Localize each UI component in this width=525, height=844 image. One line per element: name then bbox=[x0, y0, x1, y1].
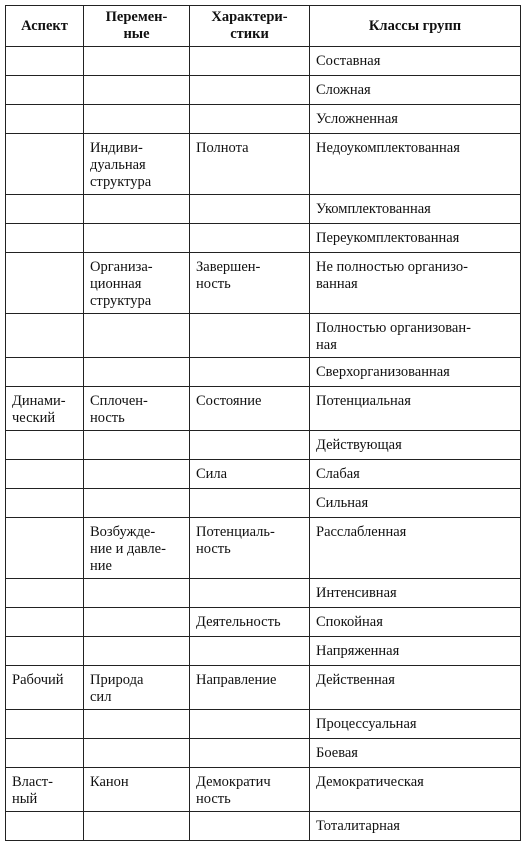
characteristic-cell-text: Завершен- ность bbox=[196, 259, 261, 292]
variable-cell bbox=[84, 579, 190, 608]
characteristic-cell bbox=[190, 431, 310, 460]
group-class-cell-text: Усложненная bbox=[316, 111, 398, 127]
aspect-cell bbox=[6, 666, 84, 710]
group-class-cell-text: Полностью организован- ная bbox=[316, 320, 471, 353]
variable-cell bbox=[84, 105, 190, 134]
group-class-cell-text: Сверхорганизованная bbox=[316, 364, 450, 380]
group-class-cell bbox=[310, 431, 521, 460]
variable-cell bbox=[84, 195, 190, 224]
variable-cell bbox=[84, 358, 190, 387]
aspect-cell bbox=[6, 195, 84, 224]
group-class-cell bbox=[310, 253, 521, 314]
characteristic-cell bbox=[190, 253, 310, 314]
characteristic-cell-text: Направление bbox=[196, 672, 277, 688]
variable-cell bbox=[84, 812, 190, 841]
table-row bbox=[6, 431, 521, 460]
header-group-classes: Классы групп bbox=[310, 6, 521, 47]
characteristic-cell bbox=[190, 76, 310, 105]
aspect-cell bbox=[6, 431, 84, 460]
group-class-cell bbox=[310, 666, 521, 710]
variable-cell-text: Природа сил bbox=[90, 672, 144, 705]
group-class-cell bbox=[310, 387, 521, 431]
group-class-cell-text: Составная bbox=[316, 53, 381, 69]
header-characteristics: Характери- стики bbox=[190, 6, 310, 47]
group-class-cell-text: Процессуальная bbox=[316, 716, 417, 732]
characteristic-cell bbox=[190, 460, 310, 489]
table-row bbox=[6, 710, 521, 739]
characteristic-cell bbox=[190, 710, 310, 739]
group-class-cell bbox=[310, 768, 521, 812]
variable-cell bbox=[84, 768, 190, 812]
variable-cell-text: Индиви- дуальная структура bbox=[90, 140, 152, 190]
group-class-cell bbox=[310, 608, 521, 637]
characteristic-cell bbox=[190, 518, 310, 579]
variable-cell bbox=[84, 134, 190, 195]
group-class-cell bbox=[310, 358, 521, 387]
aspect-cell bbox=[6, 76, 84, 105]
group-class-cell-text: Спокойная bbox=[316, 614, 383, 630]
characteristic-cell bbox=[190, 608, 310, 637]
table-row bbox=[6, 637, 521, 666]
characteristic-cell bbox=[190, 489, 310, 518]
table-row bbox=[6, 105, 521, 134]
group-class-cell-text: Переукомплектованная bbox=[316, 230, 460, 246]
table-row bbox=[6, 387, 521, 431]
characteristic-cell bbox=[190, 666, 310, 710]
characteristic-cell bbox=[190, 314, 310, 358]
characteristic-cell bbox=[190, 637, 310, 666]
table-row bbox=[6, 195, 521, 224]
aspect-cell bbox=[6, 387, 84, 431]
characteristic-cell bbox=[190, 812, 310, 841]
table-row bbox=[6, 460, 521, 489]
variable-cell bbox=[84, 739, 190, 768]
aspect-cell bbox=[6, 608, 84, 637]
group-class-cell-text: Интенсивная bbox=[316, 585, 397, 601]
aspect-cell bbox=[6, 358, 84, 387]
group-class-cell bbox=[310, 739, 521, 768]
group-class-cell-text: Расслабленная bbox=[316, 524, 407, 540]
table-body bbox=[6, 47, 521, 841]
characteristic-cell-text: Потенциаль- ность bbox=[196, 524, 275, 557]
characteristic-cell bbox=[190, 739, 310, 768]
group-class-cell-text: Действенная bbox=[316, 672, 395, 688]
characteristic-cell-text: Демократич ность bbox=[196, 774, 271, 807]
aspect-cell-text: Динами- ческий bbox=[12, 393, 66, 426]
header-variables: Перемен- ные bbox=[84, 6, 190, 47]
table-row bbox=[6, 224, 521, 253]
group-class-cell-text: Боевая bbox=[316, 745, 358, 761]
aspect-cell-text: Власт- ный bbox=[12, 774, 53, 807]
group-class-cell bbox=[310, 812, 521, 841]
variable-cell bbox=[84, 666, 190, 710]
variable-cell bbox=[84, 431, 190, 460]
aspect-cell-text: Рабочий bbox=[12, 672, 64, 688]
table-row bbox=[6, 358, 521, 387]
table-row bbox=[6, 666, 521, 710]
table-row bbox=[6, 812, 521, 841]
group-class-cell-text: Сложная bbox=[316, 82, 371, 98]
group-class-cell-text: Не полностью организо- ванная bbox=[316, 259, 468, 292]
characteristic-cell bbox=[190, 224, 310, 253]
characteristic-cell bbox=[190, 105, 310, 134]
variable-cell bbox=[84, 460, 190, 489]
variable-cell bbox=[84, 518, 190, 579]
variable-cell bbox=[84, 47, 190, 76]
characteristic-cell bbox=[190, 358, 310, 387]
aspect-cell bbox=[6, 253, 84, 314]
aspect-cell bbox=[6, 637, 84, 666]
characteristic-cell bbox=[190, 134, 310, 195]
table-row bbox=[6, 253, 521, 314]
variable-cell bbox=[84, 253, 190, 314]
table-row bbox=[6, 579, 521, 608]
characteristic-cell bbox=[190, 579, 310, 608]
table-row bbox=[6, 768, 521, 812]
variable-cell-text: Возбужде- ние и давле- ние bbox=[90, 524, 166, 574]
group-class-cell bbox=[310, 76, 521, 105]
table-row bbox=[6, 489, 521, 518]
characteristic-cell-text: Состояние bbox=[196, 393, 262, 409]
aspect-cell bbox=[6, 518, 84, 579]
table-row bbox=[6, 608, 521, 637]
group-class-cell bbox=[310, 710, 521, 739]
group-class-cell-text: Демократическая bbox=[316, 774, 424, 790]
variable-cell-text: Канон bbox=[90, 774, 129, 790]
group-class-cell bbox=[310, 134, 521, 195]
aspect-cell bbox=[6, 105, 84, 134]
group-class-cell-text: Потенциальная bbox=[316, 393, 411, 409]
header-aspect: Аспект bbox=[6, 6, 84, 47]
group-class-cell bbox=[310, 518, 521, 579]
table-row bbox=[6, 47, 521, 76]
characteristic-cell bbox=[190, 387, 310, 431]
group-class-cell-text: Укомплектованная bbox=[316, 201, 431, 217]
group-class-cell-text: Сильная bbox=[316, 495, 369, 511]
table-row bbox=[6, 314, 521, 358]
variable-cell bbox=[84, 224, 190, 253]
group-class-cell bbox=[310, 195, 521, 224]
group-class-cell bbox=[310, 224, 521, 253]
table-row bbox=[6, 518, 521, 579]
variable-cell-text: Сплочен- ность bbox=[90, 393, 148, 426]
characteristic-cell-text: Полнота bbox=[196, 140, 249, 156]
variable-cell bbox=[84, 387, 190, 431]
aspect-cell bbox=[6, 224, 84, 253]
aspect-cell bbox=[6, 314, 84, 358]
table-header-row bbox=[6, 6, 521, 47]
group-class-cell bbox=[310, 637, 521, 666]
aspect-cell bbox=[6, 768, 84, 812]
group-class-cell-text: Действующая bbox=[316, 437, 402, 453]
group-classes-table bbox=[5, 5, 521, 841]
group-class-cell bbox=[310, 105, 521, 134]
characteristic-cell bbox=[190, 195, 310, 224]
variable-cell bbox=[84, 314, 190, 358]
characteristic-cell-text: Сила bbox=[196, 466, 228, 482]
table-row bbox=[6, 739, 521, 768]
table-row bbox=[6, 76, 521, 105]
group-class-cell bbox=[310, 489, 521, 518]
group-class-cell-text: Недоукомплектованная bbox=[316, 140, 460, 156]
variable-cell bbox=[84, 637, 190, 666]
aspect-cell bbox=[6, 47, 84, 76]
variable-cell bbox=[84, 489, 190, 518]
aspect-cell bbox=[6, 579, 84, 608]
group-class-cell bbox=[310, 314, 521, 358]
group-class-cell-text: Напряженная bbox=[316, 643, 400, 659]
group-class-cell bbox=[310, 47, 521, 76]
aspect-cell bbox=[6, 489, 84, 518]
aspect-cell bbox=[6, 710, 84, 739]
group-class-cell bbox=[310, 579, 521, 608]
aspect-cell bbox=[6, 739, 84, 768]
group-class-cell-text: Тоталитарная bbox=[316, 818, 400, 834]
variable-cell bbox=[84, 710, 190, 739]
variable-cell-text: Организа- ционная структура bbox=[90, 259, 153, 309]
characteristic-cell-text: Деятельность bbox=[196, 614, 281, 630]
characteristic-cell bbox=[190, 47, 310, 76]
aspect-cell bbox=[6, 812, 84, 841]
variable-cell bbox=[84, 76, 190, 105]
characteristic-cell bbox=[190, 768, 310, 812]
group-class-cell bbox=[310, 460, 521, 489]
group-class-cell-text: Слабая bbox=[316, 466, 360, 482]
variable-cell bbox=[84, 608, 190, 637]
aspect-cell bbox=[6, 134, 84, 195]
table-row bbox=[6, 134, 521, 195]
aspect-cell bbox=[6, 460, 84, 489]
